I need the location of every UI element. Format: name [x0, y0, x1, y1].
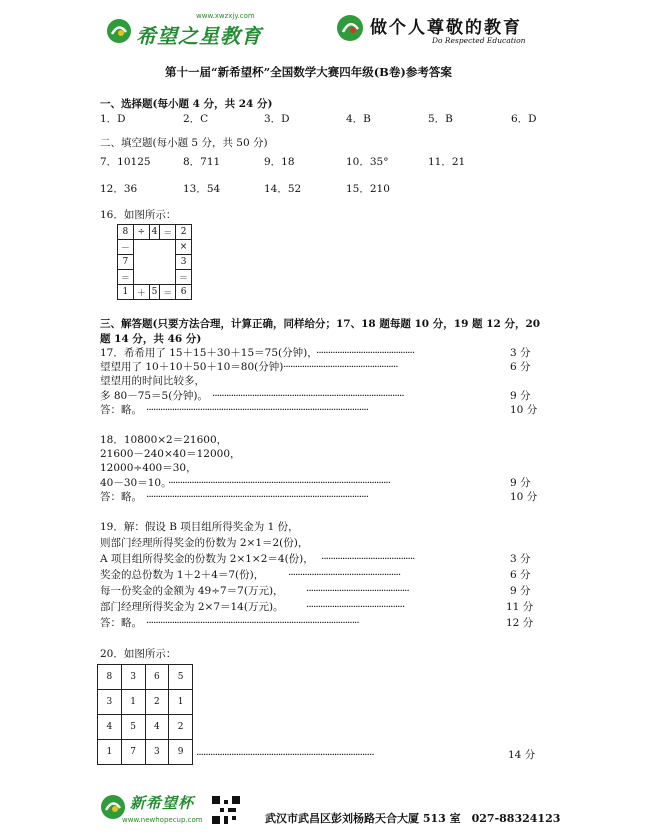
- grid-cell: ＋: [133, 285, 149, 300]
- grid-cell: 5: [149, 285, 160, 300]
- solution-line: 望望用了 10＋10＋50＋10＝80(分钟): [100, 361, 284, 373]
- score: 10 分: [510, 491, 538, 503]
- score: 12 分: [506, 617, 534, 629]
- score: 3 分: [510, 553, 531, 565]
- score: 9 分: [510, 390, 531, 402]
- leader-dots: ··········································: [306, 601, 405, 613]
- sec2-answer: 7．10125: [100, 156, 151, 168]
- grid-cell: ×: [176, 240, 192, 255]
- page-title: 第十一届“新希望杯”全国数学大赛四年级(B卷)参考答案: [165, 65, 452, 79]
- grid-cell: 7: [121, 740, 145, 765]
- grid-cell: 4: [98, 715, 122, 740]
- solution-line: 答：略。: [100, 491, 142, 503]
- left-logo-emblem-icon: [106, 18, 132, 44]
- score: 6 分: [510, 569, 531, 581]
- grid-cell: 1: [98, 740, 122, 765]
- grid-cell: 2: [176, 225, 192, 240]
- leader-dots: ··················································································: [212, 390, 404, 402]
- sec2-answer: 11．21: [428, 156, 466, 168]
- leader-dots: ················································: [288, 569, 401, 581]
- grid-cell: 3: [145, 740, 169, 765]
- qr-code-icon: [212, 796, 240, 824]
- score: 3 分: [510, 347, 531, 359]
- solution-line: 则部门经理所得奖金的份数为 2×1＝2(份)，: [100, 537, 309, 549]
- solution-line: 答：略。: [100, 404, 142, 416]
- grid-cell: －: [118, 240, 134, 255]
- grid-cell: 7: [118, 255, 134, 270]
- grid-cell: 3: [121, 665, 145, 690]
- solution-line: 12000÷400＝30，: [100, 462, 197, 474]
- grid-cell: 1: [169, 690, 193, 715]
- sec3-heading-line2: 题 14 分，共 46 分): [100, 333, 202, 345]
- left-logo-url: www.xwzxjy.com: [196, 12, 255, 20]
- grid-cell: 3: [98, 690, 122, 715]
- grid-cell: 4: [145, 715, 169, 740]
- grid-cell: 6: [176, 285, 192, 300]
- grid-cell: ＝: [160, 285, 176, 300]
- leader-dots: ············································: [306, 585, 409, 597]
- solution-line: 多 80－75＝5(分钟)。: [100, 390, 208, 402]
- footer-address: 武汉市武昌区彭刘杨路天合大厦 513 室 027-88324123: [265, 812, 561, 825]
- grid-cell: ÷: [133, 225, 149, 240]
- solution-line: A 项目组所得奖金的份数为 2×1×2＝4(份)，: [100, 553, 314, 565]
- right-logo-en: Do Respected Education: [432, 36, 526, 45]
- score: 9 分: [510, 477, 531, 489]
- grid-cell: 2: [145, 690, 169, 715]
- left-logo: [106, 10, 276, 46]
- sec2-answer: 9．18: [264, 156, 295, 168]
- solution-line: 每一份奖金的金额为 49÷7＝7(万元)，: [100, 585, 284, 597]
- solution-line: 奖金的总份数为 1＋2＋4＝7(份)，: [100, 569, 265, 581]
- leader-dots: ········································: [321, 553, 415, 565]
- left-logo-text: 希望之星教育: [136, 24, 262, 48]
- right-logo-text: 做个人尊敬的教育: [370, 18, 522, 38]
- leader-dots: ············································································: [196, 749, 374, 761]
- sec1-heading: 一、选择题(每小题 4 分，共 24 分): [100, 98, 273, 110]
- leader-dots: ·······························································································: [168, 477, 391, 489]
- sec2-answer: 14．52: [264, 183, 302, 195]
- grid-cell: ＝: [176, 270, 192, 285]
- q16-label: 16．如图所示：: [100, 209, 177, 221]
- q20-grid: [97, 664, 193, 765]
- score: 11 分: [506, 601, 534, 613]
- right-logo: [336, 10, 551, 48]
- grid-cell: 8: [118, 225, 134, 240]
- sec2-answer: 12．36: [100, 183, 138, 195]
- sec2-answer: 13．54: [183, 183, 221, 195]
- grid-cell: ＝: [160, 225, 176, 240]
- grid-cell: 8: [98, 665, 122, 690]
- sec3-heading-line1: 三、解答题(只要方法合理，计算正确，同样给分；17、18 题每题 10 分，19 题 12 分，20: [100, 318, 541, 330]
- score: 9 分: [510, 585, 531, 597]
- sec1-answer: 6．D: [511, 113, 537, 125]
- solution-line: 部门经理所得奖金为 2×7＝14(万元)。: [100, 601, 284, 613]
- solution-line: 18．10800×2＝21600，: [100, 434, 228, 446]
- sec1-answer: 3．D: [264, 113, 290, 125]
- footer-logo: [100, 792, 210, 828]
- footer-logo-text: 新希望杯: [130, 794, 195, 812]
- sec1-answer: 1．D: [100, 113, 126, 125]
- grid-cell: 1: [121, 690, 145, 715]
- leader-dots: ·················································: [283, 361, 398, 373]
- right-logo-emblem-icon: [336, 14, 364, 42]
- solution-line: 40－30＝10。: [100, 477, 172, 489]
- grid-cell: ＝: [118, 270, 134, 285]
- grid-cell: 1: [118, 285, 134, 300]
- solution-line: 21600－240×40＝12000，: [100, 448, 241, 460]
- leader-dots: ·······························································································: [146, 404, 369, 416]
- sec2-heading: 二、填空题(每小题 5 分，共 50 分): [100, 137, 268, 149]
- score: 14 分: [508, 749, 536, 761]
- grid-cell: 6: [145, 665, 169, 690]
- leader-dots: ··········································: [316, 347, 415, 359]
- footer-logo-url: www.newhopecup.com: [122, 816, 203, 824]
- grid-cell: 5: [169, 665, 193, 690]
- grid-center: [133, 240, 175, 285]
- sec2-answer: 10．35°: [346, 156, 389, 168]
- sec2-answer: 8．711: [183, 156, 221, 168]
- sec1-answer: 5．B: [428, 113, 453, 125]
- solution-line: 17．希希用了 15＋15＋30＋15＝75(分钟)，: [100, 347, 318, 359]
- leader-dots: ·······························································································: [146, 491, 369, 503]
- q16-grid: [117, 224, 192, 300]
- score: 10 分: [510, 404, 538, 416]
- grid-cell: 9: [169, 740, 193, 765]
- q20-label: 20．如图所示：: [100, 648, 177, 660]
- grid-cell: 2: [169, 715, 193, 740]
- grid-cell: 4: [149, 225, 160, 240]
- leader-dots: ···························································································: [146, 617, 359, 629]
- sec2-answer: 15．210: [346, 183, 390, 195]
- solution-line: 答：略。: [100, 617, 142, 629]
- sec1-answer: 4．B: [346, 113, 371, 125]
- solution-line: 望望用的时间比较多，: [100, 375, 205, 387]
- grid-cell: 3: [176, 255, 192, 270]
- solution-line: 19．解：假设 B 项目组所得奖金为 1 份，: [100, 521, 299, 533]
- sec1-answer: 2．C: [183, 113, 209, 125]
- grid-cell: 5: [121, 715, 145, 740]
- score: 6 分: [510, 361, 531, 373]
